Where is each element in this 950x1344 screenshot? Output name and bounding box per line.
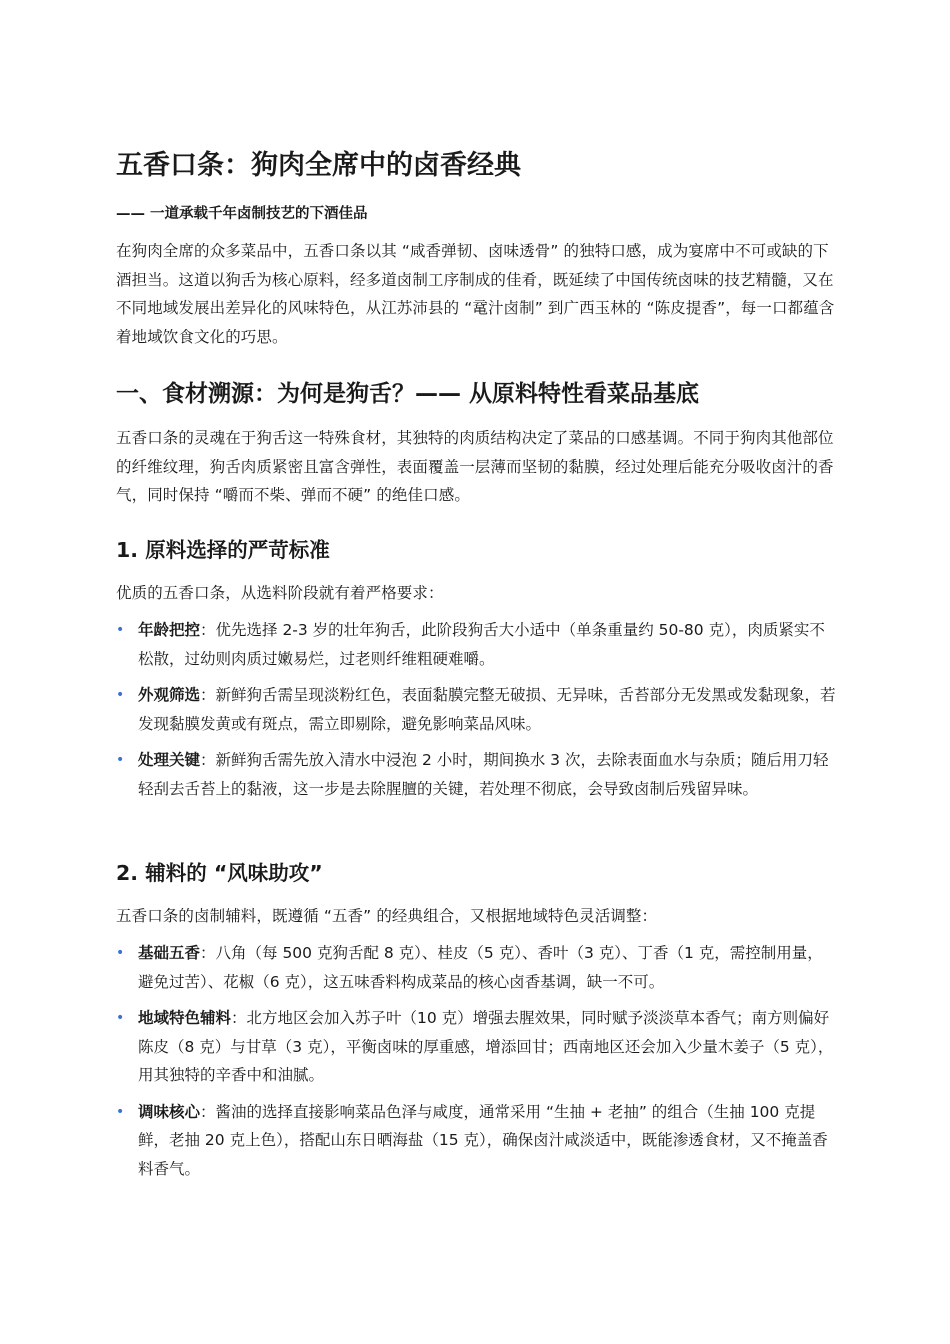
list-item-term: 外观筛选	[138, 686, 201, 704]
raw-material-list	[116, 616, 838, 811]
list-item-term: 调味核心	[138, 1102, 201, 1121]
list-item-text: ：优先选择 2-3 岁的壮年狗舌，此阶段狗舌大小适中（单条重量约 50-80 克），肉质紧实不松散，过幼则肉质过嫩易烂，过老则纤维粗硬难嚼。	[138, 621, 825, 668]
list-item-term: 年龄把控	[138, 621, 201, 639]
bullet-icon: •	[116, 1103, 125, 1120]
list-item	[116, 681, 838, 738]
subsection-2-heading: 2. 辅料的 “风味助攻”	[116, 861, 323, 885]
seasoning-list	[116, 939, 838, 1191]
subsection-1-lead: 优质的五香口条，从选料阶段就有着严格要求：	[116, 584, 444, 602]
article-title: 五香口条：狗肉全席中的卤香经典	[116, 150, 521, 181]
list-item	[116, 939, 838, 996]
subsection-2-lead: 五香口条的卤制辅料，既遵循 “五香” 的经典组合，又根据地域特色灵活调整：	[116, 907, 658, 925]
list-item-term: 地域特色辅料	[138, 1009, 232, 1027]
list-item-term: 基础五香	[138, 944, 201, 962]
section-1-heading: 一、食材溯源：为何是狗舌？—— 从原料特性看菜品基底	[116, 381, 700, 407]
intro-paragraph: 在狗肉全席的众多菜品中，五香口条以其 “咸香弹韧、卤味透骨” 的独特口感，成为宴席中不可或缺的下酒担当。这道以狗舌为核心原料，经多道卤制工序制成的佳肴，既延续了中国传统卤味的技艺精髓，又在不同地域发展出差异化的风味特色，从江苏沛县的 “鼋汁卤制” 到广西玉林的 “陈皮提香”，每一口都蕴含着地域饮食文化的巧思。	[116, 242, 835, 346]
list-item-text: ：酱油的选择直接影响菜品色泽与咸度，通常采用 “生抽 + 老抽” 的组合（生抽 100 克提鲜，老抽 20 克上色），搭配山东日晒海盐（15 克），确保卤汁咸淡适中，既能渗透食材，又不掩盖香料香气。	[138, 1102, 828, 1178]
subsection-1-heading: 1. 原料选择的严苛标准	[116, 538, 330, 562]
list-item-text: ：新鲜狗舌需呈现淡粉红色，表面黏膜完整无破损、无异味，舌苔部分无发黑或发黏现象，若发现黏膜发黄或有斑点，需立即剔除，避免影响菜品风味。	[138, 686, 836, 733]
list-item-text: ：八角（每 500 克狗舌配 8 克）、桂皮（5 克）、香叶（3 克）、丁香（1 克，需控制用量，避免过苦）、花椒（6 克），这五味香料构成菜品的核心卤香基调，缺一不可。	[138, 944, 823, 991]
list-item	[116, 746, 838, 803]
article-subtitle: —— 一道承载千年卤制技艺的下酒佳品	[116, 206, 368, 222]
list-item	[116, 1004, 838, 1090]
list-item-text: ：新鲜狗舌需先放入清水中浸泡 2 小时，期间换水 3 次，去除表面血水与杂质；随后用刀轻轻刮去舌苔上的黏液，这一步是去除腥膻的关键，若处理不彻底，会导致卤制后残留异味。	[138, 751, 829, 798]
bullet-icon: •	[116, 1010, 125, 1026]
list-item	[116, 1098, 838, 1184]
bullet-icon: •	[116, 945, 125, 961]
list-item-text: ：北方地区会加入苏子叶（10 克）增强去腥效果，同时赋予淡淡草本香气；南方则偏好陈皮（8 克）与甘草（3 克），平衡卤味的厚重感，增添回甘；西南地区还会加入少量木姜子（5 克），用其独特的辛香中和油腻。	[138, 1009, 834, 1084]
bullet-icon: •	[116, 622, 125, 638]
list-item-term: 处理关键	[138, 751, 201, 769]
bullet-icon: •	[116, 752, 125, 768]
list-item	[116, 616, 838, 673]
bullet-icon: •	[116, 687, 125, 703]
section-1-paragraph: 五香口条的灵魂在于狗舌这一特殊食材，其独特的肉质结构决定了菜品的口感基调。不同于狗肉其他部位的纤维纹理，狗舌肉质紧密且富含弹性，表面覆盖一层薄而坚韧的黏膜，经过处理后能充分吸收卤汁的香气，同时保持 “嚼而不柴、弹而不硬” 的绝佳口感。	[116, 429, 834, 504]
